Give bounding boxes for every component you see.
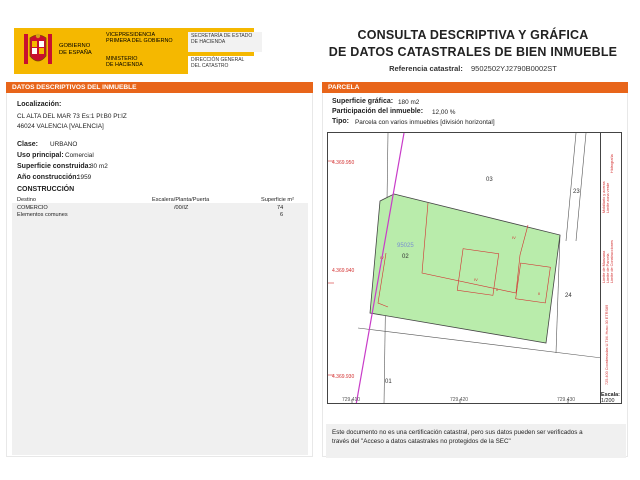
location-line2: 46024 VALENCIA [VALENCIA]	[17, 123, 104, 130]
vicepresidencia-text	[106, 32, 186, 44]
construction-table-bg	[12, 203, 308, 455]
x-label-left: 729.410	[342, 397, 361, 403]
anio-value: 1959	[77, 174, 92, 181]
y-label-top: 4.369.950	[332, 160, 355, 166]
note-line2: través del "Acceso a datos catastrales no protegidos de la SEC"	[332, 438, 511, 445]
legend-mobiliario: Mobiliario y aceras	[602, 181, 606, 213]
building-floor-label: IV	[512, 235, 516, 240]
page-title-line1: CONSULTA DESCRIPTIVA Y GRÁFICA	[357, 28, 589, 42]
tipo-label: Tipo:	[332, 118, 349, 125]
x-label-mid: 729.420	[450, 397, 469, 403]
legend-hidrografia: Hidrografía	[610, 154, 614, 173]
sec-line1: SECRETARÍA DE ESTADO	[191, 33, 253, 39]
superficie-value: 80 m2	[90, 163, 108, 170]
parcel-label-23: 23	[573, 189, 580, 195]
cadastral-reference	[320, 64, 626, 73]
gov-line2: DE ESPAÑA	[59, 49, 92, 56]
gobierno-text	[59, 43, 104, 56]
col-superficie: Superficie m²	[261, 197, 294, 203]
uso-label: Uso principal:	[17, 152, 64, 159]
page-title-line2: DE DATOS CATASTRALES DE BIEN INMUEBLE	[328, 45, 618, 59]
col-escalera: Escalera/Planta/Puerta	[152, 197, 210, 203]
participacion-label: Participación del inmueble:	[332, 108, 424, 115]
note-line1: Este documento no es una certificación catastral, pero sus datos pueden ser verificados a	[332, 429, 583, 436]
anio-label: Año construcción:	[17, 174, 79, 181]
building-floor-label: IV	[380, 255, 384, 260]
secretaria-text	[188, 32, 262, 52]
coat-of-arms-icon	[22, 32, 54, 70]
ref-value: 9502502YJ2790B0002ST	[470, 64, 557, 73]
row1-destino: COMERCIO	[17, 205, 48, 211]
parcel-boundary-line	[566, 133, 576, 241]
coord-text: 725.400 Coordenadas U.T.M. Huso 30 ETRS89	[605, 304, 609, 385]
cadastral-map[interactable]	[327, 132, 601, 404]
ref-label: Referencia catastral:	[389, 64, 463, 73]
government-logo-banner	[14, 28, 254, 74]
sec-line2: DE HACIENDA	[191, 38, 226, 45]
row1-superficie: 74	[277, 205, 284, 211]
clase-label: Clase:	[17, 141, 39, 148]
subject-parcel	[370, 194, 560, 343]
superficie-label: Superficie construida:	[17, 163, 91, 170]
uso-value: Comercial	[65, 152, 94, 159]
scale-label: Escala:	[601, 392, 620, 398]
section-bar-descriptive: DATOS DESCRIPTIVOS DEL INMUEBLE	[6, 82, 313, 93]
dir-line2: DEL CATASTRO	[191, 62, 229, 69]
parcel-boundary-line	[576, 133, 586, 241]
legend-svg	[600, 133, 622, 405]
section-bar-parcela: PARCELA	[322, 82, 628, 93]
row2-destino: Elementos comunes	[17, 212, 68, 218]
construccion-title: CONSTRUCCIÓN	[17, 186, 75, 193]
scale-value: 1/200	[601, 398, 615, 404]
row2-superficie: 6	[280, 212, 284, 218]
min-line2: DE HACIENDA	[106, 62, 143, 69]
parcel-label-24: 24	[565, 293, 572, 299]
ministerio-text	[106, 56, 186, 68]
legend-parcela: Límite de Parcela	[606, 253, 610, 283]
legend-manzana: Límite de Manzana	[602, 250, 606, 283]
location-label: Localización:	[17, 101, 62, 108]
dir-line1: DIRECCIÓN GENERAL	[191, 57, 245, 63]
disclaimer-note	[326, 424, 626, 458]
building-floor-label: II	[538, 291, 541, 296]
y-label-mid: 4.369.940	[332, 268, 355, 274]
tipo-value: Parcela con varios inmuebles [división horizontal]	[355, 119, 495, 126]
legend-zona-verde: Límite zona verde	[606, 182, 610, 213]
map-legend-column	[600, 132, 622, 404]
map-scale	[601, 392, 620, 404]
x-label-right: 729.430	[557, 397, 576, 403]
building-floor-label: II	[496, 287, 499, 292]
plot-id: 95025	[397, 243, 414, 249]
vp-line2: PRIMERA DEL GOBIERNO	[106, 38, 173, 45]
min-line1: MINISTERIO	[106, 56, 138, 62]
gov-line1: GOBIERNO	[59, 43, 91, 49]
vp-line1: VICEPRESIDENCIA	[106, 32, 156, 38]
parcel-label-03: 03	[486, 177, 493, 183]
parcel-label-02: 02	[402, 254, 409, 260]
participacion-value: 12,00 %	[432, 109, 456, 116]
row1-escalera: /00/IZ	[174, 205, 189, 211]
y-label-bottom: 4.369.930	[332, 374, 355, 380]
building-floor-label: IV	[474, 277, 478, 282]
clase-value: URBANO	[50, 141, 78, 148]
map-svg	[328, 133, 601, 404]
superficie-grafica-value: 180 m2	[398, 99, 420, 106]
parcel-boundary-line	[358, 328, 601, 358]
parcel-label-01: 01	[385, 379, 392, 385]
location-line1: CL ALTA DEL MAR 73 Es:1 Pl:B0 Pt:IZ	[17, 113, 127, 120]
legend-construcciones: Límite de Construcciones	[610, 240, 614, 283]
col-destino: Destino	[17, 197, 36, 203]
superficie-grafica-label: Superficie gráfica:	[332, 98, 394, 105]
direccion-text	[188, 56, 262, 74]
